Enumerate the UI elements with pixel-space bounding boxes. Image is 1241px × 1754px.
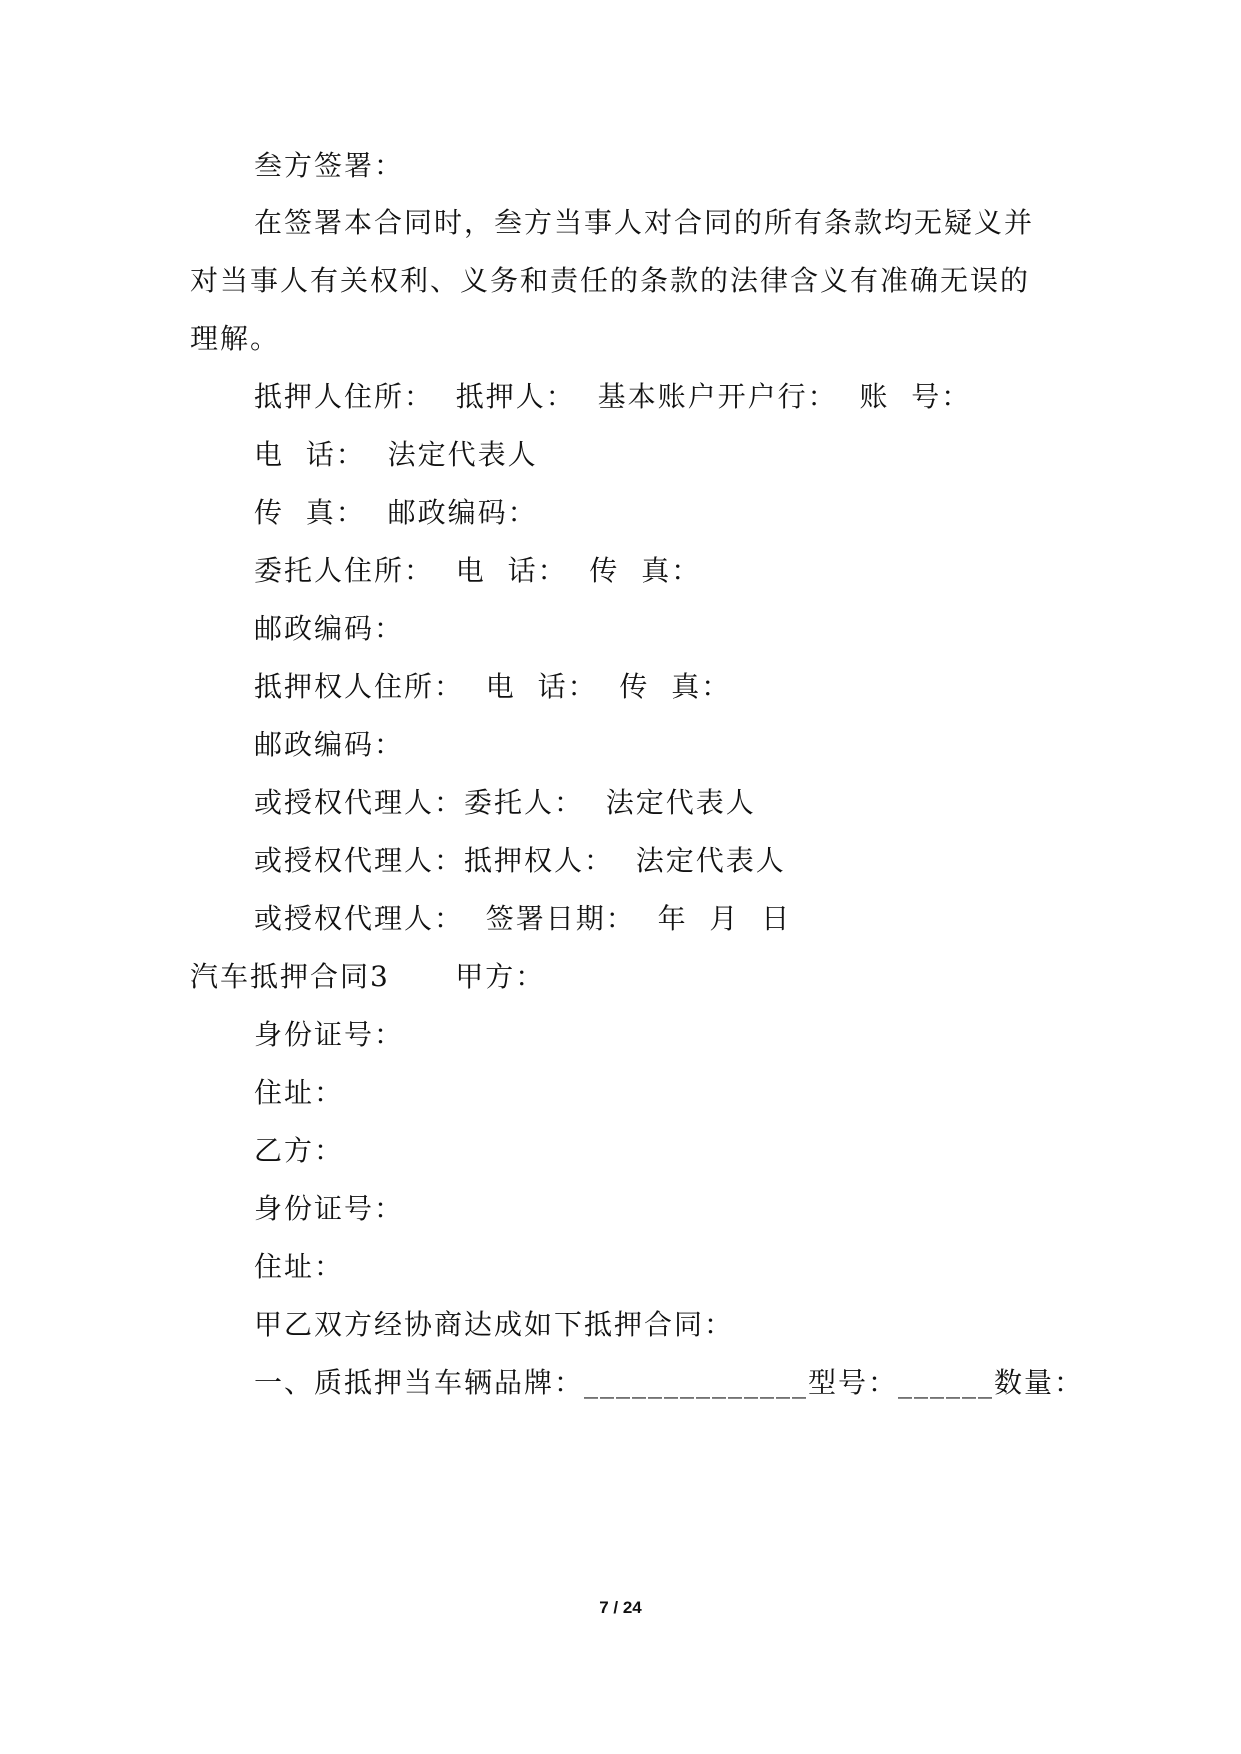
mortgagee-address-line: 抵押权人住所： 电 话： 传 真： <box>254 670 732 703</box>
mortgagor-address-line: 抵押人住所： 抵押人： 基本账户开户行： 账 号： <box>254 380 972 413</box>
phone-line: 电 话： 法定代表人 <box>254 438 538 471</box>
section-heading-signing: 叁方签署： <box>254 149 405 182</box>
paragraph-line: 理解。 <box>190 322 281 355</box>
address-line: 住址： <box>254 1250 345 1283</box>
id-number-line: 身份证号： <box>254 1018 405 1051</box>
clause-one-line: 一、质抵押当车辆品牌：______________型号：______数量： <box>254 1366 1085 1399</box>
agent-line: 或授权代理人：委托人： 法定代表人 <box>254 786 756 819</box>
agent-line: 或授权代理人：抵押权人： 法定代表人 <box>254 844 786 877</box>
party-b-line: 乙方： <box>254 1134 345 1167</box>
id-number-line: 身份证号： <box>254 1192 405 1225</box>
postal-code-line: 邮政编码： <box>254 612 405 645</box>
principal-address-line: 委托人住所： 电 话： 传 真： <box>254 554 702 587</box>
paragraph-line: 对当事人有关权利、义务和责任的条款的法律含义有准确无误的 <box>190 264 1031 297</box>
agreement-intro-line: 甲乙双方经协商达成如下抵押合同： <box>254 1308 735 1341</box>
paragraph-line: 在签署本合同时，叁方当事人对合同的所有条款均无疑义并 <box>254 206 1035 239</box>
page-number: 7 / 24 <box>599 1598 642 1617</box>
contract-title-line: 汽车抵押合同3 甲方： <box>190 960 546 993</box>
postal-code-line: 邮政编码： <box>254 728 405 761</box>
address-line: 住址： <box>254 1076 345 1109</box>
signing-date-line: 或授权代理人： 签署日期： 年 月 日 <box>254 902 792 935</box>
fax-line: 传 真： 邮政编码： <box>254 496 538 529</box>
